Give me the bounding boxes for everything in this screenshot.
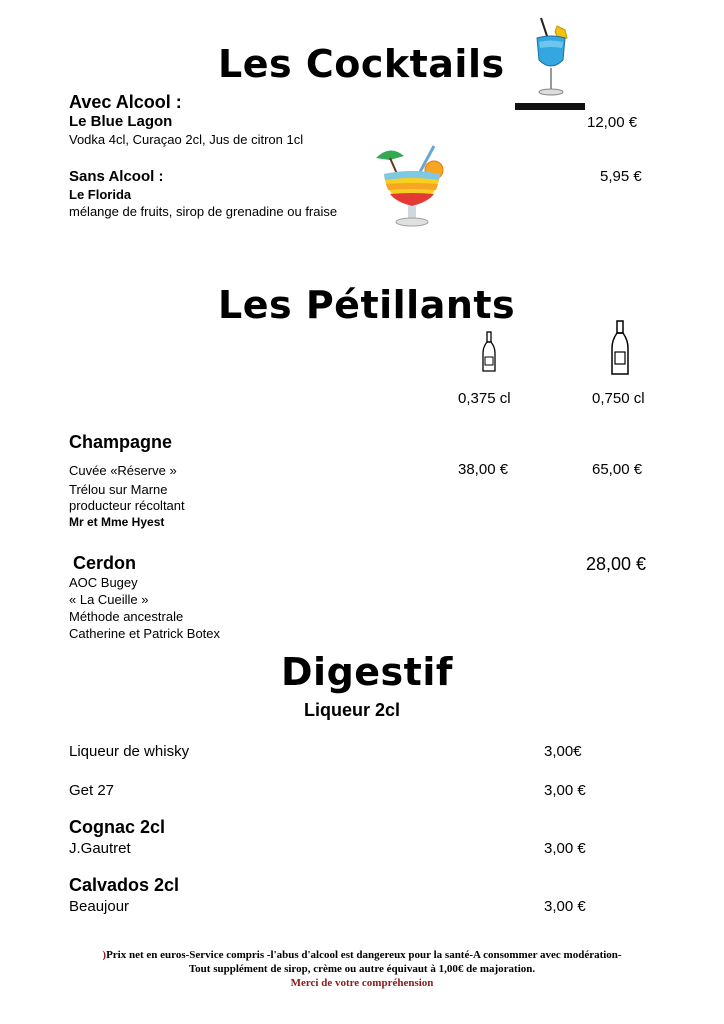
champagne-heading: Champagne: [69, 432, 173, 452]
cerdon-price: 28,00 €: [586, 554, 647, 574]
calvados-price: 3,00 €: [544, 898, 586, 915]
champagne-line2: producteur récoltant: [69, 498, 185, 513]
large-bottle-icon: [610, 320, 630, 376]
footer-mark: ): [102, 949, 107, 961]
footer-line3: Merci de votre compréhension: [290, 977, 434, 989]
without-alcohol-heading: Sans Alcool :: [69, 168, 164, 185]
blue-lagon-price: 12,00 €: [587, 114, 638, 131]
calvados-name: Beaujour: [69, 898, 130, 915]
digestif-subtitle: Liqueur 2cl: [304, 700, 401, 720]
florida-price: 5,95 €: [600, 168, 642, 185]
cocktails-title: Les Cocktails: [218, 42, 505, 86]
digestif-item-name: Get 27: [69, 782, 115, 799]
champagne-price-small: 38,00 €: [458, 461, 509, 478]
digestif-item-name: Liqueur de whisky: [69, 743, 190, 760]
rainbow-cocktail-glass-icon: [372, 142, 452, 232]
cerdon-heading: Cerdon: [73, 553, 136, 573]
blue-lagon-name: Le Blue Lagon: [69, 113, 173, 130]
florida-description: mélange de fruits, sirop de grenadine ou fraise: [69, 204, 338, 219]
champagne-cuvee: Cuvée «Réserve »: [69, 463, 177, 478]
footer-line2: Tout supplément de sirop, crème ou autre équivaut à 1,00€ de majoration.: [188, 963, 536, 975]
calvados-heading: Calvados 2cl: [69, 875, 180, 895]
small-bottle-icon: [481, 331, 497, 373]
cerdon-line2: « La Cueille »: [69, 592, 149, 607]
champagne-line1: Trélou sur Marne: [69, 482, 168, 497]
footer-line1-text: Prix net en euros-Service compris -l'abus d'alcool est dangereux pour la santé-A consommer avec modération-: [106, 949, 622, 961]
blue-lagon-description: Vodka 4cl, Curaçao 2cl, Jus de citron 1cl: [69, 132, 304, 147]
digestif-item-price: 3,00 €: [544, 782, 586, 799]
florida-name: Le Florida: [69, 187, 132, 202]
image-caption-bar: [515, 103, 585, 110]
cerdon-line1: AOC Bugey: [69, 575, 138, 590]
size-small-label: 0,375 cl: [458, 390, 511, 407]
blue-cocktail-glass-icon: [527, 16, 577, 100]
footer-line1: [0, 949, 724, 961]
cerdon-line3: Méthode ancestrale: [69, 609, 184, 624]
champagne-price-large: 65,00 €: [592, 461, 643, 478]
champagne-producer: Mr et Mme Hyest: [69, 515, 165, 529]
digestif-title: Digestif: [281, 650, 453, 694]
digestif-item-price: 3,00€: [544, 743, 582, 760]
cerdon-line4: Catherine et Patrick Botex: [69, 626, 221, 641]
petillants-title: Les Pétillants: [218, 283, 516, 327]
with-alcohol-heading: Avec Alcool :: [69, 92, 182, 112]
size-large-label: 0,750 cl: [592, 390, 645, 407]
cognac-name: J.Gautret: [69, 840, 131, 857]
cognac-heading: Cognac 2cl: [69, 817, 166, 837]
cognac-price: 3,00 €: [544, 840, 586, 857]
